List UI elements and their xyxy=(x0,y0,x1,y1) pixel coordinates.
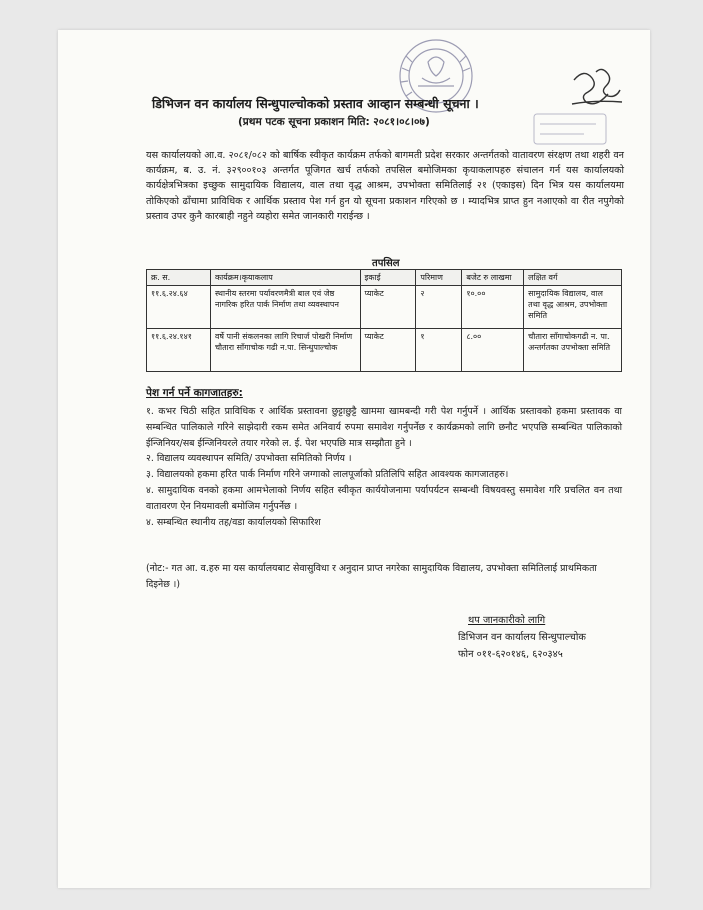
program-table xyxy=(146,269,622,372)
list-item: ४. सम्बन्धित स्थानीय तह/वडा कार्यालयको सिफारिश xyxy=(146,516,321,528)
cell-unit: प्याकेट xyxy=(360,329,416,372)
header-target-group: लक्षित वर्ग xyxy=(524,270,622,286)
cell-unit: प्याकेट xyxy=(360,286,416,329)
cell-target-group: सामुदायिक विद्यालय, वाल तथा वृद्ध आश्रम, उपभोक्ता समिति xyxy=(524,286,622,329)
cell-program: वर्षे पानी संकलनका लागि रिचार्ज पोखरी निर्माण चौतारा साँगाचोक गढी न.पा. सिन्धुपाल्चोक xyxy=(210,329,360,372)
list-item: ४. सामुदायिक वनको हकमा आमभेलाको निर्णय सहित स्वीकृत कार्ययोजनामा पर्यापर्यटन सम्बन्धी विषयवस्तु समावेश गरि प्रचलित वन तथा वातावरण ऐन नियमावली बमोजिम गर्नुपर्नेछ । xyxy=(146,484,622,512)
documents-list xyxy=(146,404,622,530)
list-item: १. कभर चिठी सहित प्राविधिक र आर्थिक प्रस्तावना छुट्टाछुट्टै खाममा खामबन्दी गरी पेश गर्नुपर्ने । आर्थिक प्रस्तावको हकमा प्रस्तावक वा सम्बन्धित पालिकाले गरिने साझेदारी रकम समेत अनिवार्य रुपमा समावेश गर्नुपर्नेछ र कार्यक्रमको लागि छनौट भएपछि सम्बन्धित पालिकाको ईन्जिनियर/सब ईन्जिनियरले तयार गरेको ल. ई. पेश भएपछि मात्र सम्झौता हुने । xyxy=(146,406,622,449)
signature-block xyxy=(458,612,638,663)
table-row xyxy=(147,286,622,329)
header-quantity: परिमाण xyxy=(416,270,462,286)
received-stamp-icon xyxy=(530,110,610,150)
notice-title: डिभिजन वन कार्यालय सिन्धुपाल्चोकको प्रस्ताव आव्हान सम्बन्धी सूचना । xyxy=(152,96,479,111)
cell-quantity: २ xyxy=(416,286,462,329)
intro-paragraph: यस कार्यालयको आ.व. २०८१/०८२ को बार्षिक स्वीकृत कार्यक्रम तर्फको बागमती प्रदेश सरकार अन्तर्गतको वातावरण संरक्षण तथा शहरी वन कार्यक्रम, ब. उ. नं. ३२९००१०३ अन्तर्गत पूजिगत खर्च तर्फको तपसिल बमोजिमका कृयाकलापहरु संचालन गर्न यस कार्यालयको कार्यक्षेत्रभित्रका इच्छुक सामुदायिक विद्यालय, वाल तथा वृद्ध आश्रम, उपभोक्ता समितिलाई २१ (एकाइस) दिन भित्र यस कार्यालयमा तोकिएको ढाँचामा प्राविधिक र आर्थिक प्रस्ताव पेश गर्न हुन यो सूचना प्रकाशन गरिएको छ । म्यादभित्र प्राप्त हुन नआएको वा रीत नपुगेको प्रस्ताव उपर कुनै कारबाही नहुने व्यहोरा समेत जानकारी गराईन्छ । xyxy=(146,150,624,222)
header-budget: बजेट रु लाखमा xyxy=(462,270,524,286)
cell-budget: ८.०० xyxy=(462,329,524,372)
cell-budget: १०.०० xyxy=(462,286,524,329)
header-unit: इकाई xyxy=(360,270,416,286)
cell-program: स्थानीय स्तरमा पर्यावरणमैत्री बाल एवं जेष्ठ नागरिक हरित पार्क निर्माण तथा व्यवस्थापन xyxy=(210,286,360,329)
table-caption: तपसिल xyxy=(372,258,400,269)
cell-serial: ११.६.२४.१४१ xyxy=(147,329,211,372)
phone-number: फोन ०११-६२०१४६, ६२०३४५ xyxy=(458,649,563,660)
cell-target-group: चौतारा साँगाचोकगढी न. पा. अन्तर्गतका उपभोक्ता समिति xyxy=(524,329,622,372)
note-text: (नोट:- गत आ. व.हरु मा यस कार्यालयबाट सेवासुविधा र अनुदान प्राप्त नगरेका सामुदायिक विद्यालय, उपभोक्ता समितिलाई प्राथमिकता दिइनेछ ।) xyxy=(146,563,597,590)
cell-serial: ११.६.२४.६४ xyxy=(147,286,211,329)
header-program: कार्यक्रम।कृयाकलाप xyxy=(210,270,360,286)
notice-subtitle: (प्रथम पटक सूचना प्रकाशन मिति: २०८१।०८।०७) xyxy=(238,116,430,128)
list-item: २. विद्यालय व्यवस्थापन समिति/ उपभोक्ता समितिको निर्णय । xyxy=(146,453,352,465)
signature-heading: थप जानकारीको लागि xyxy=(468,615,546,626)
table-row xyxy=(147,329,622,372)
office-name: डिभिजन वन कार्यालय सिन्धुपाल्चोक xyxy=(458,632,586,643)
table-header-row xyxy=(147,270,622,286)
header-serial: क्र. स. xyxy=(147,270,211,286)
cell-quantity: १ xyxy=(416,329,462,372)
handwritten-signature xyxy=(566,62,630,112)
list-item: ३. विद्यालयको हकमा हरित पार्क निर्माण गरिने जग्गाको लालपूर्जाको प्रतिलिपि सहित आवश्यक कागजातहरु। xyxy=(146,469,509,481)
documents-heading: पेश गर्न पर्ने कागजातहरु: xyxy=(146,387,243,399)
